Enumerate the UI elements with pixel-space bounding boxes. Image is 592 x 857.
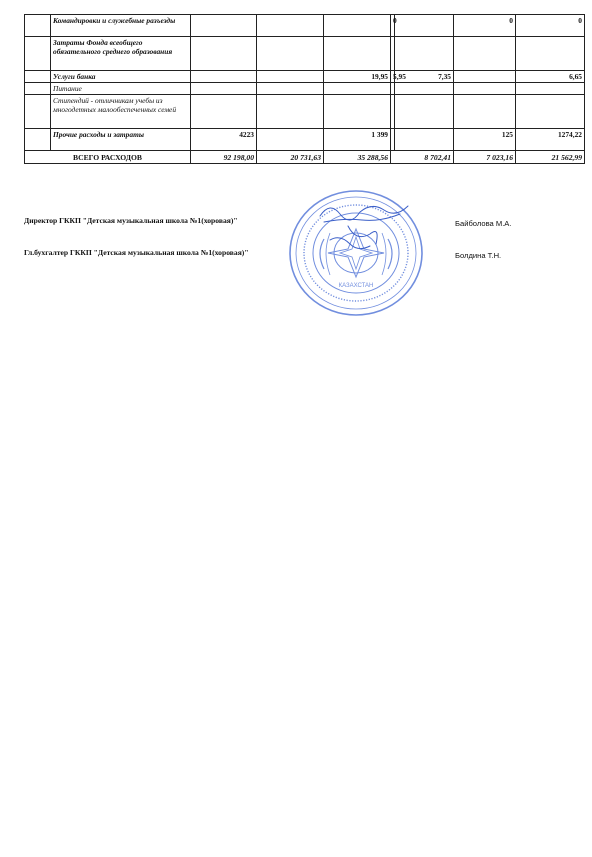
value-cell: 5,95 bbox=[391, 71, 395, 83]
total-row bbox=[25, 151, 585, 164]
row-label: Затраты Фонда всеобщего обязательного среднего образования bbox=[51, 37, 191, 71]
handwritten-signature bbox=[300, 196, 420, 266]
value-cell bbox=[257, 83, 324, 95]
value-cell bbox=[395, 95, 454, 129]
value-cell: 19,95 bbox=[324, 71, 391, 83]
row-index-cell bbox=[25, 95, 51, 129]
expenses-table bbox=[24, 14, 585, 164]
row-label: Услуги банка bbox=[51, 71, 191, 83]
total-label: ВСЕГО РАСХОДОВ bbox=[25, 151, 191, 164]
table-row bbox=[25, 83, 585, 95]
value-cell bbox=[454, 71, 516, 83]
value-cell bbox=[516, 95, 585, 129]
total-value: 7 023,16 bbox=[454, 151, 516, 164]
director-name: Байболова М.А. bbox=[455, 219, 512, 228]
row-index-cell bbox=[25, 129, 51, 151]
total-value: 20 731,63 bbox=[257, 151, 324, 164]
value-cell: 1274,22 bbox=[516, 129, 585, 151]
row-label: Прочие расходы и затраты bbox=[51, 129, 191, 151]
value-cell bbox=[191, 15, 257, 37]
value-cell bbox=[257, 37, 324, 71]
row-label: Питание bbox=[51, 83, 191, 95]
value-cell: 0 bbox=[454, 15, 516, 37]
value-cell: 6,65 bbox=[516, 71, 585, 83]
table-row bbox=[25, 15, 585, 37]
accountant-name: Болдина Т.Н. bbox=[455, 251, 502, 260]
value-cell bbox=[454, 95, 516, 129]
official-seal bbox=[286, 187, 426, 319]
value-cell bbox=[324, 95, 391, 129]
value-cell bbox=[191, 83, 257, 95]
table-row bbox=[25, 71, 585, 83]
value-cell: 125 bbox=[454, 129, 516, 151]
director-title: Директор ГККП "Детская музыкальная школа №1(хоровая)" bbox=[24, 216, 238, 225]
row-index-cell bbox=[25, 15, 51, 37]
value-cell bbox=[324, 37, 391, 71]
value-cell: 0 bbox=[391, 15, 395, 37]
value-cell bbox=[454, 37, 516, 71]
total-value: 21 562,99 bbox=[516, 151, 585, 164]
value-cell bbox=[257, 15, 324, 37]
value-cell: 4223 bbox=[191, 129, 257, 151]
total-value: 8 702,41 bbox=[391, 151, 454, 164]
row-index-cell bbox=[25, 83, 51, 95]
value-cell: 0 bbox=[516, 15, 585, 37]
row-label: Стипендий - отличникам учебы из многодетных малообеспеченных семей bbox=[51, 95, 191, 129]
value-cell bbox=[191, 37, 257, 71]
value-cell: 1 399 bbox=[324, 129, 391, 151]
value-cell bbox=[257, 95, 324, 129]
total-value: 35 288,56 bbox=[324, 151, 391, 164]
table-row bbox=[25, 129, 585, 151]
value-cell bbox=[324, 83, 391, 95]
value-cell bbox=[516, 37, 585, 71]
seal-inner-text: КАЗАХСТАН bbox=[338, 283, 374, 289]
value-cell bbox=[395, 15, 454, 37]
row-index-cell bbox=[25, 71, 51, 83]
table-row bbox=[25, 37, 585, 71]
table-row bbox=[25, 95, 585, 129]
value-cell bbox=[257, 71, 324, 83]
value-cell bbox=[395, 37, 454, 71]
value-cell bbox=[191, 95, 257, 129]
total-value: 92 198,00 bbox=[191, 151, 257, 164]
row-index-cell bbox=[25, 37, 51, 71]
value-cell bbox=[191, 71, 257, 83]
value-cell bbox=[395, 129, 454, 151]
value-cell bbox=[516, 83, 585, 95]
value-cell bbox=[324, 15, 391, 37]
row-label: Командировки и служебные разъезды bbox=[51, 15, 191, 37]
value-cell bbox=[454, 83, 516, 95]
value-cell: 7,35 bbox=[395, 71, 454, 83]
accountant-title: Гл.бухгалтер ГККП "Детская музыкальная школа №1(хоровая)" bbox=[24, 248, 249, 257]
value-cell bbox=[257, 129, 324, 151]
value-cell bbox=[395, 83, 454, 95]
